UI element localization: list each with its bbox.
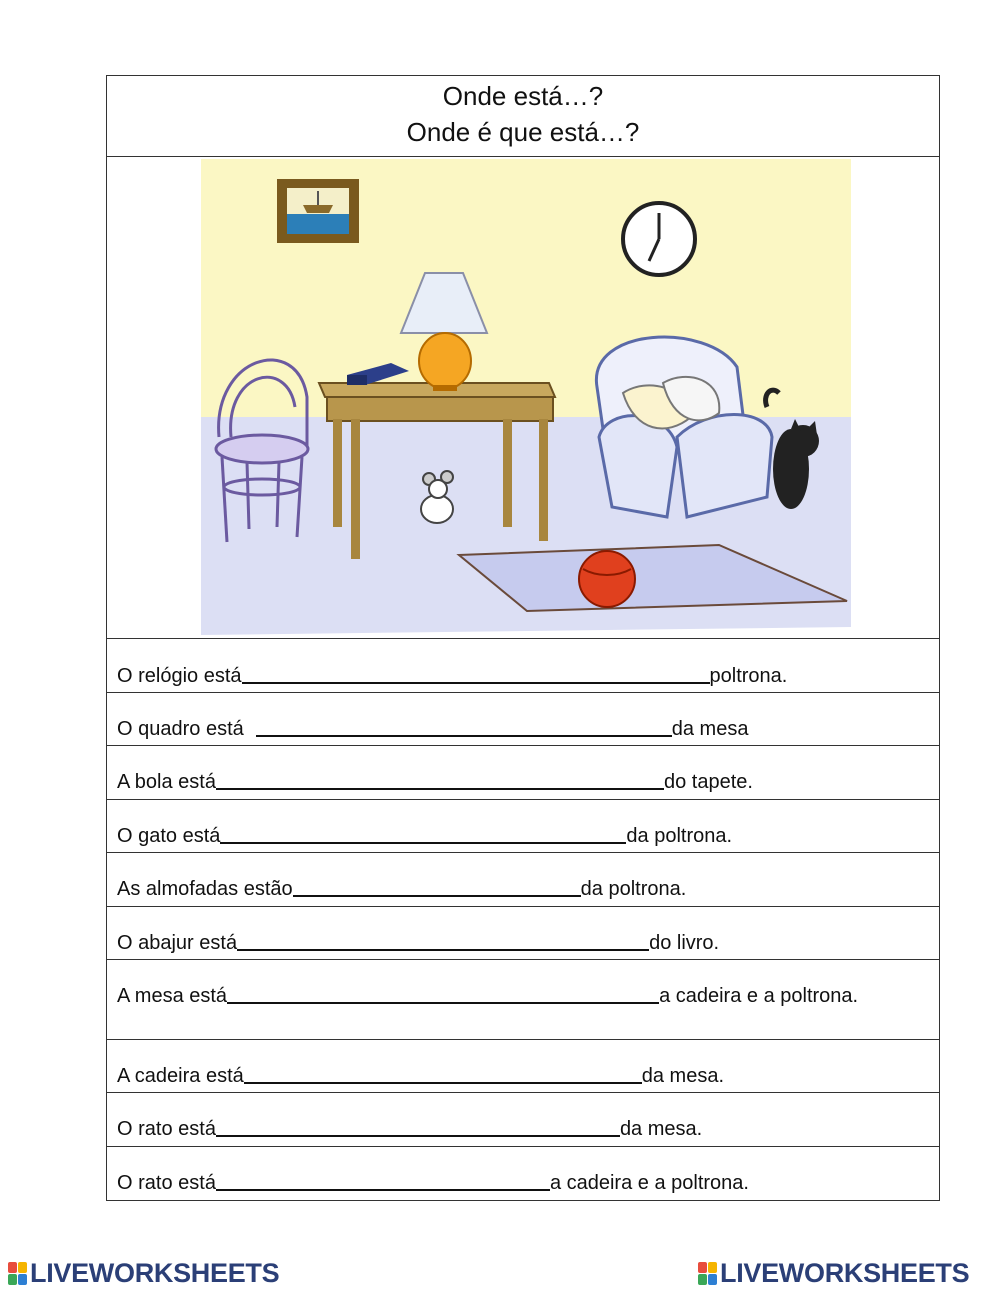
row-prefix: O gato está bbox=[117, 825, 221, 847]
sentence-row bbox=[107, 746, 939, 800]
ball-icon bbox=[579, 551, 635, 607]
room-illustration bbox=[107, 157, 939, 639]
sentence-row bbox=[107, 1093, 939, 1147]
row-prefix: As almofadas estão bbox=[117, 878, 293, 900]
answer-blank[interactable] bbox=[216, 1134, 620, 1137]
liveworksheets-logo-left bbox=[8, 1258, 279, 1289]
sentence-row bbox=[107, 907, 939, 960]
title-line-2: Onde é que está…? bbox=[406, 117, 640, 147]
row-suffix: a cadeira e a poltrona. bbox=[549, 1172, 749, 1194]
sentence-row bbox=[107, 960, 939, 1040]
title-cell bbox=[107, 76, 939, 157]
answer-blank[interactable] bbox=[244, 1081, 642, 1084]
row-prefix: O rato está bbox=[117, 1172, 216, 1194]
logo-badge-icon bbox=[8, 1262, 27, 1285]
row-prefix: O quadro está bbox=[117, 718, 244, 740]
row-prefix: O abajur está bbox=[117, 932, 238, 954]
sentence-row bbox=[107, 639, 939, 693]
picture-frame-icon bbox=[277, 179, 359, 243]
brand-text: LIVEWORKSHEETS bbox=[30, 1258, 280, 1288]
answer-blank[interactable] bbox=[293, 894, 581, 897]
worksheet-table bbox=[106, 75, 940, 1201]
title-line-1: Onde está…? bbox=[442, 81, 604, 111]
row-suffix: poltrona. bbox=[709, 665, 788, 687]
sentence-row bbox=[107, 800, 939, 853]
logo-badge-icon bbox=[698, 1262, 717, 1285]
row-suffix: do tapete. bbox=[663, 771, 753, 793]
answer-blank[interactable] bbox=[227, 1001, 659, 1004]
row-suffix: da mesa. bbox=[641, 1065, 725, 1087]
row-suffix: do livro. bbox=[649, 932, 720, 954]
row-suffix: da poltrona. bbox=[580, 878, 687, 900]
answer-blank[interactable] bbox=[220, 841, 626, 844]
liveworksheets-logo-right bbox=[698, 1258, 969, 1289]
row-suffix: da poltrona. bbox=[626, 825, 733, 847]
sentence-row bbox=[107, 853, 939, 907]
sentence-row bbox=[107, 1040, 939, 1093]
row-prefix: A bola está bbox=[117, 771, 216, 793]
answer-blank[interactable] bbox=[237, 948, 649, 951]
row-suffix: da mesa. bbox=[619, 1118, 703, 1140]
sentence-row bbox=[107, 1147, 939, 1200]
row-prefix: A mesa está bbox=[117, 985, 228, 1007]
answer-blank[interactable] bbox=[216, 1188, 550, 1191]
room-scene bbox=[107, 157, 939, 638]
clock-icon bbox=[623, 203, 695, 275]
answer-blank[interactable] bbox=[216, 787, 664, 790]
row-prefix: O relógio está bbox=[117, 665, 242, 687]
row-suffix: a cadeira e a poltrona. bbox=[659, 985, 859, 1007]
sentence-row bbox=[107, 693, 939, 746]
row-prefix: A cadeira está bbox=[117, 1065, 244, 1087]
row-suffix: da mesa bbox=[671, 718, 749, 740]
answer-blank[interactable] bbox=[242, 681, 710, 684]
brand-text: LIVEWORKSHEETS bbox=[720, 1258, 970, 1288]
answer-blank[interactable] bbox=[256, 734, 672, 737]
row-prefix: O rato está bbox=[117, 1118, 216, 1140]
